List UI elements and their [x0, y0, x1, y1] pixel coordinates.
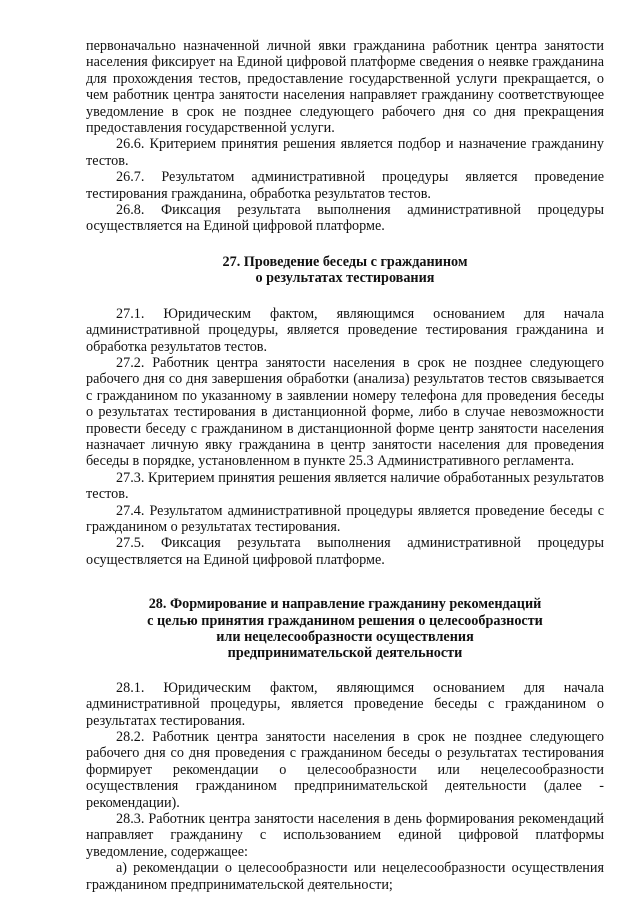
paragraph-28-3-a: а) рекомендации о целесообразности или нецелесообразности осуществления гражданином предпринимательской деятельности; — [86, 860, 604, 893]
paragraph-26-6: 26.6. Критерием принятия решения является подбор и назначение гражданину тестов. — [86, 136, 604, 169]
section-27-heading-line2: о результатах тестирования — [255, 270, 435, 287]
paragraph-28-3: 28.3. Работник центра занятости населения в день формирования рекомендаций направляет гражданину с использованием единой цифровой платформы уведомление, содержащее: — [86, 811, 604, 860]
paragraph-27-3: 27.3. Критерием принятия решения является наличие обработанных результатов тестов. — [86, 469, 604, 503]
paragraph-27-1: 27.1. Юридическим фактом, являющимся основанием для начала административной процедуры, является проведение тестирования гражданина и обработка результатов тестов. — [86, 305, 604, 355]
section-27-heading-line1: 27. Проведение беседы с гражданином — [222, 253, 468, 270]
paragraph-28-2: 28.2. Работник центра занятости населения в срок не позднее следующего рабочего дня со дня проведения с гражданином беседы о результатах тестирования формирует рекомендации о целесообразности или нецелесообразности осуществления гражданином предпринимательской деятельности (далее - рекомендации). — [86, 729, 604, 811]
section-28-heading — [86, 596, 604, 662]
paragraph-continuation: первоначально назначенной личной явки гражданина работник центра занятости населения фиксирует на Единой цифровой платформе сведения о неявке гражданина для прохождения тестов, предоставление государственной услуги прекращается, о чем работник центра занятости населения направляет гражданину соответствующее уведомление в срок не позднее следующего рабочего дня со дня прекращения предоставления государственной услуги. — [86, 38, 604, 137]
paragraph-27-5: 27.5. Фиксация результата выполнения административной процедуры осуществляется на Единой цифровой платформе. — [86, 535, 604, 568]
section-27-heading — [86, 254, 604, 287]
section-28-heading-line4: предпринимательской деятельности — [227, 645, 463, 662]
paragraph-26-7: 26.7. Результатом административной процедуры является проведение тестирования гражданина, обработка результатов тестов. — [86, 169, 604, 202]
paragraph-27-4: 27.4. Результатом административной процедуры является проведение беседы с гражданином о результатах тестирования. — [86, 502, 604, 535]
section-28-heading-line2: с целью принятия гражданином решения о целесообразности — [147, 612, 543, 629]
paragraph-28-1: 28.1. Юридическим фактом, являющимся основанием для начала административной процедуры, является проведение беседы с гражданином о результатах тестирования. — [86, 679, 604, 729]
section-28-heading-line1: 28. Формирование и направление гражданину рекомендаций — [148, 596, 542, 613]
paragraph-27-2: 27.2. Работник центра занятости населения в срок не позднее следующего рабочего дня со дня завершения обработки (анализа) результатов тестов связывается с гражданином по указанному в заявлении номеру телефона для проведения беседы о результатах тестирования в дистанционной форме, либо в случае невозможности провести беседу с гражданином в дистанционной форме центр занятости населения назначает личную явку гражданина в центр занятости населения для проведения беседы в порядке, установленном в пункте 25.3 Административного регламента. — [86, 354, 604, 470]
section-28-heading-line3: или нецелесообразности осуществления — [216, 629, 474, 645]
paragraph-26-8: 26.8. Фиксация результата выполнения административной процедуры осуществляется на Единой цифровой платформе. — [86, 202, 604, 235]
document-page — [86, 38, 604, 893]
